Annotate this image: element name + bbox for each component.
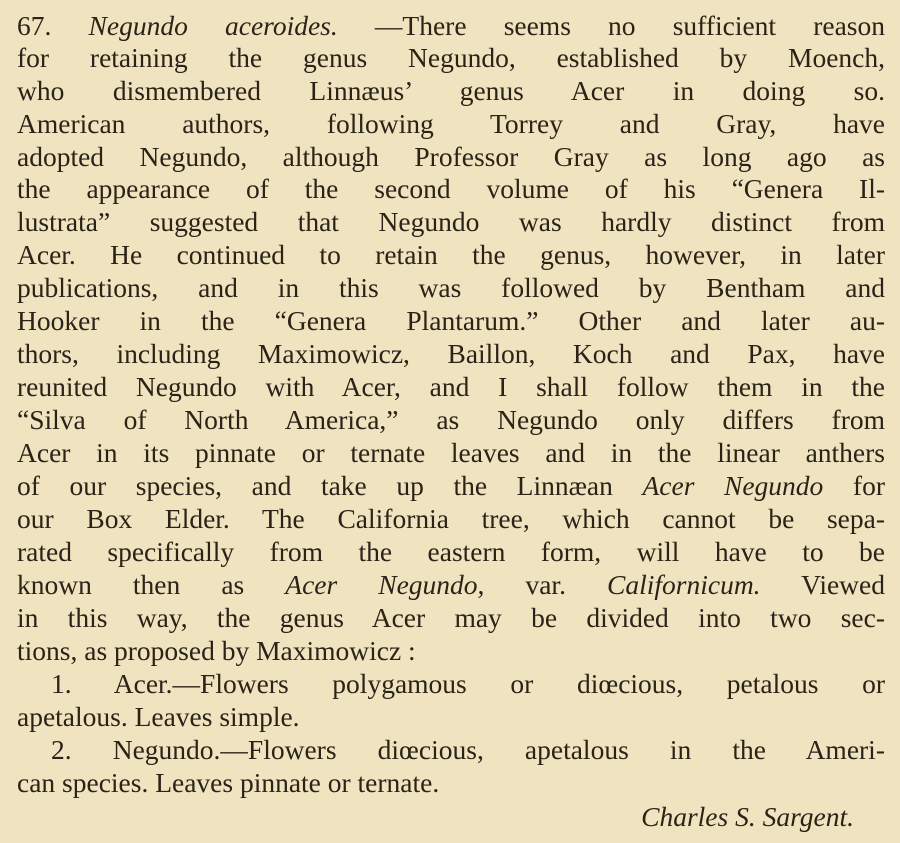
text-line-7: lustrata” suggested that Negundo was hardly distinct from	[17, 206, 885, 237]
text-line-5: adopted Negundo, although Professor Gray as long ago as	[17, 141, 885, 172]
text-line-8: Acer. He continued to retain the genus, however, in later	[17, 239, 885, 270]
text-line-16: our Box Elder. The California tree, which cannot be sepa-	[17, 503, 885, 534]
italic-species: Acer Negundo	[642, 470, 824, 501]
text-line-13: “Silva of North America,” as Negundo only differs from	[17, 404, 885, 435]
text-line-20: tions, as proposed by Maximowicz :	[17, 635, 416, 666]
text-line-17: rated specifically from the eastern form, will have to be	[17, 536, 885, 567]
text-line-18: known then as Acer Negundo, var. Californicum. Viewed	[17, 569, 885, 600]
section-2-line-2: can species. Leaves pinnate or ternate.	[17, 767, 440, 798]
text-line-4: American authors, following Torrey and Gray, have	[17, 108, 885, 139]
section-1-line-1: 1. Acer.—Flowers polygamous or diœcious, petalous or	[51, 668, 885, 699]
text-line-19: in this way, the genus Acer may be divided into two sec-	[17, 602, 885, 633]
text-line-3: who dismembered Linnæus’ genus Acer in doing so.	[17, 75, 885, 106]
text-line-9: publications, and in this was followed by Bentham and	[17, 272, 885, 303]
article-title: Negundo aceroides.	[88, 10, 338, 41]
text-line-10: Hooker in the “Genera Plantarum.” Other and later au-	[17, 305, 885, 336]
italic-variety: Californicum.	[607, 569, 761, 600]
text-line-6: the appearance of the second volume of his “Genera Il-	[17, 173, 885, 204]
text-line-1: 67. Negundo aceroides. —There seems no sufficient reason	[17, 10, 885, 41]
text-line-15: of our species, and take up the Linnæan Acer Negundo for	[17, 470, 885, 501]
article-number: 67.	[17, 10, 52, 41]
section-2-line-1: 2. Negundo.—Flowers diœcious, apetalous in the Ameri-	[51, 734, 885, 765]
text-line-11: thors, including Maximowicz, Baillon, Koch and Pax, have	[17, 338, 885, 369]
author-signature: Charles S. Sargent.	[641, 801, 854, 832]
italic-species: Acer Negundo,	[285, 569, 485, 600]
text-line-2: for retaining the genus Negundo, established by Moench,	[17, 42, 885, 73]
text-line-14: Acer in its pinnate or ternate leaves and in the linear anthers	[17, 437, 885, 468]
section-1-line-2: apetalous. Leaves simple.	[17, 701, 300, 732]
text-line-12: reunited Negundo with Acer, and I shall follow them in the	[17, 371, 885, 402]
